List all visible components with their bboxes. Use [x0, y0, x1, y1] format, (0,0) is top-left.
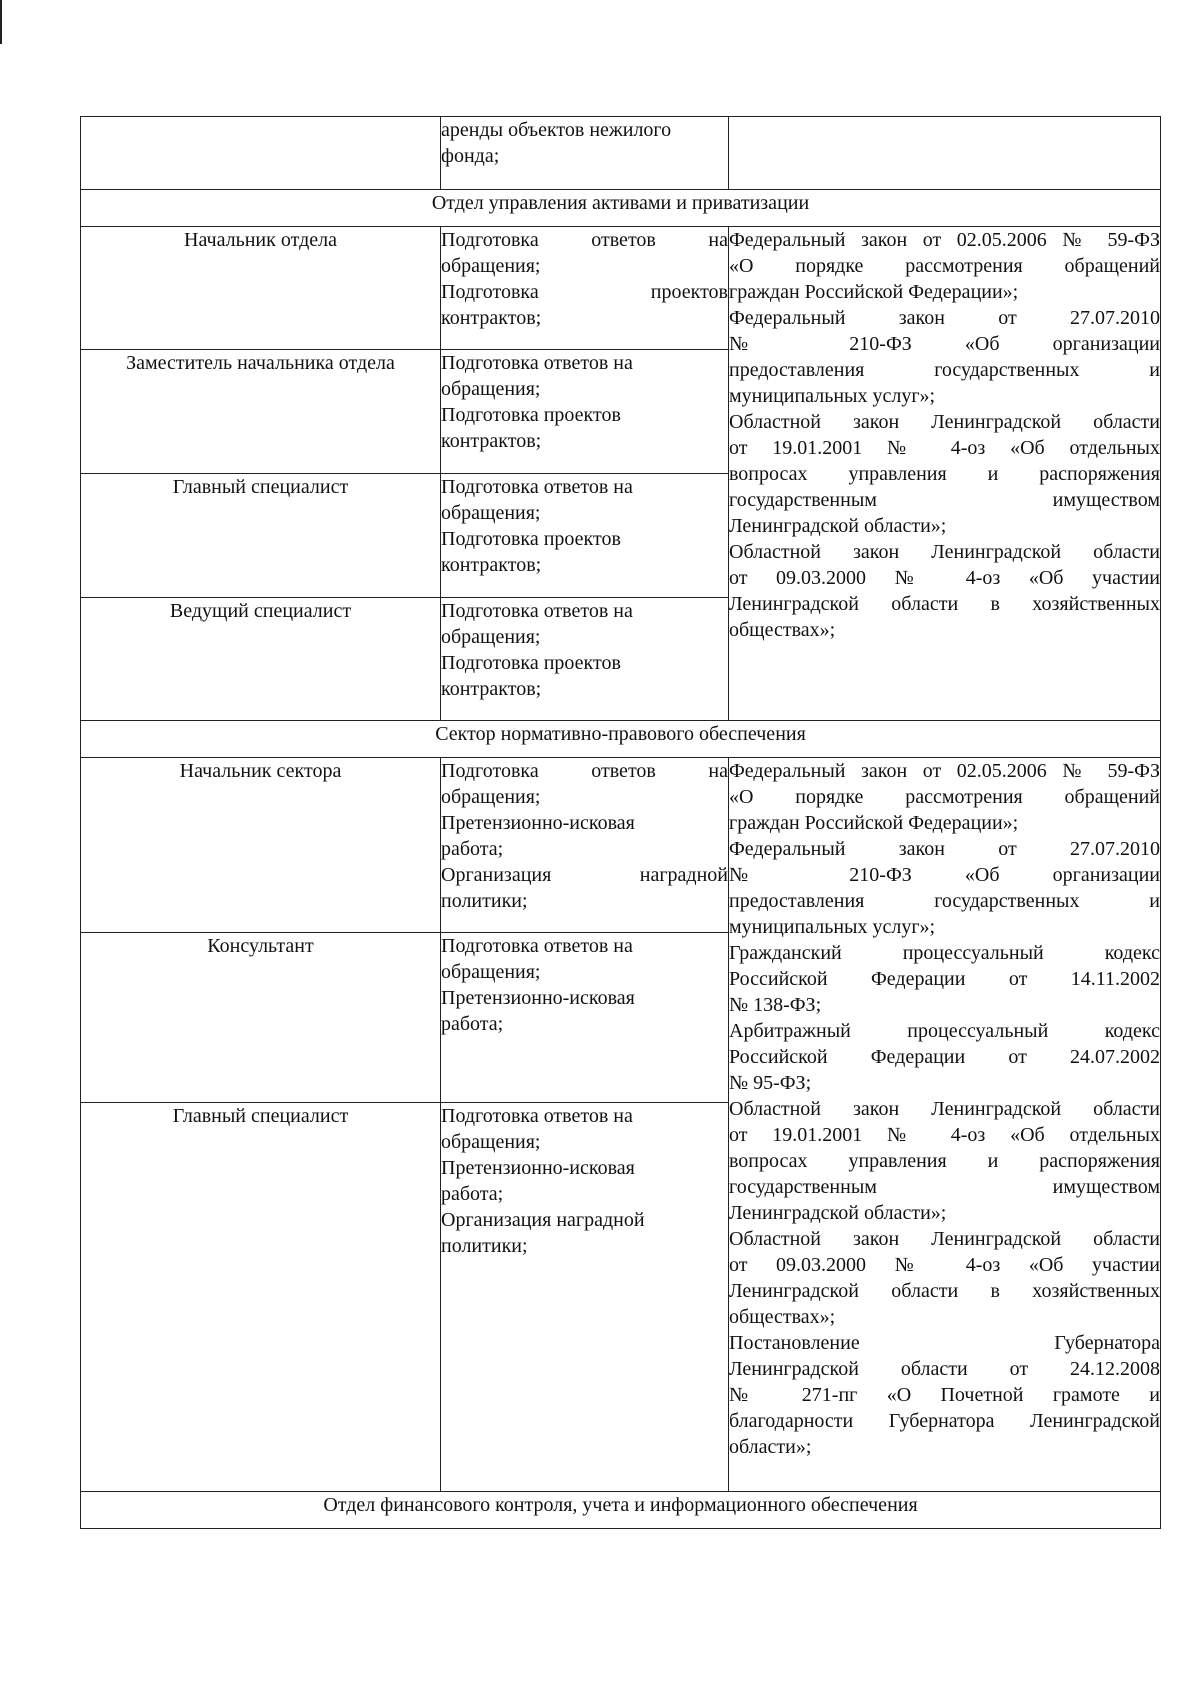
law-line: Ленинградской области от 24.12.2008 — [729, 1358, 1160, 1380]
position-title: Начальник отдела — [81, 227, 441, 350]
law-line: Российской Федерации от 24.07.2002 — [729, 1046, 1160, 1068]
law-line: муниципальных услуг»; — [729, 385, 936, 407]
law-line: Гражданский процессуальный кодекс — [729, 942, 1160, 964]
law-line: Областной закон Ленинградской области — [729, 541, 1160, 563]
law-line: Ленинградской области в хозяйственных — [729, 593, 1160, 615]
function-line: Подготовка проектов — [441, 652, 621, 674]
law-line: граждан Российской Федерации»; — [729, 281, 1019, 303]
law-line: Ленинградской области в хозяйственных — [729, 1280, 1160, 1302]
position-title: Главный специалист — [81, 1103, 441, 1492]
law-line: граждан Российской Федерации»; — [729, 812, 1019, 834]
function-line: Подготовка ответов на — [441, 760, 728, 782]
law-line: Федеральный закон от 27.07.2010 — [729, 307, 1160, 329]
function-line: Претензионно-исковая — [441, 987, 635, 1009]
law-line: Федеральный закон от 02.05.2006 № 59-ФЗ — [729, 229, 1160, 251]
duties-table — [80, 116, 1161, 1529]
functions-cell — [441, 758, 729, 933]
section-header-row — [81, 1492, 1161, 1529]
function-line: Организация наградной — [441, 864, 728, 886]
functions-cell — [441, 117, 729, 190]
law-line: № 138-ФЗ; — [729, 994, 822, 1016]
function-line: аренды объектов нежилого — [441, 119, 672, 141]
function-line: Подготовка проектов — [441, 281, 728, 303]
function-line: обращения; — [441, 378, 541, 400]
law-line: № 271-пг «О Почетной грамоте и — [729, 1384, 1160, 1406]
law-line: Областной закон Ленинградской области — [729, 411, 1160, 433]
functions-cell — [441, 598, 729, 721]
function-line: работа; — [441, 838, 504, 860]
position-cell — [81, 117, 441, 190]
law-line: Федеральный закон от 02.05.2006 № 59-ФЗ — [729, 760, 1160, 782]
section-header-row — [81, 190, 1161, 227]
law-line: предоставления государственных и — [729, 359, 1160, 381]
law-line: вопросах управления и распоряжения — [729, 1150, 1160, 1172]
function-line: обращения; — [441, 961, 541, 983]
position-title: Главный специалист — [81, 474, 441, 598]
position-title: Консультант — [81, 933, 441, 1103]
functions-cell — [441, 933, 729, 1103]
law-line: благодарности Губернатора Ленинградской — [729, 1410, 1160, 1432]
table-row — [81, 227, 1161, 350]
position-title: Начальник сектора — [81, 758, 441, 933]
function-line: Подготовка проектов — [441, 404, 621, 426]
laws-cell — [729, 117, 1161, 190]
position-title: Ведущий специалист — [81, 598, 441, 721]
function-line: обращения; — [441, 626, 541, 648]
function-line: Подготовка ответов на — [441, 229, 728, 251]
law-line: государственным имуществом — [729, 489, 1160, 511]
function-line: контрактов; — [441, 678, 542, 700]
law-line: № 210-ФЗ «Об организации — [729, 333, 1160, 355]
function-line: контрактов; — [441, 307, 542, 329]
law-line: «О порядке рассмотрения обращений — [729, 255, 1160, 277]
table-row — [81, 117, 1161, 190]
law-line: Арбитражный процессуальный кодекс — [729, 1020, 1160, 1042]
function-line: Подготовка ответов на — [441, 600, 633, 622]
law-line: Областной закон Ленинградской области — [729, 1098, 1160, 1120]
law-line: вопросах управления и распоряжения — [729, 463, 1160, 485]
function-line: работа; — [441, 1013, 504, 1035]
functions-cell — [441, 227, 729, 350]
function-line: политики; — [441, 1235, 528, 1257]
function-line: Подготовка ответов на — [441, 352, 633, 374]
functions-cell — [441, 350, 729, 474]
function-line: политики; — [441, 890, 528, 912]
law-line: государственным имуществом — [729, 1176, 1160, 1198]
function-line: Подготовка ответов на — [441, 1105, 633, 1127]
law-line: от 09.03.2000 № 4-оз «Об участии — [729, 1254, 1160, 1276]
functions-cell — [441, 1103, 729, 1492]
laws-cell — [729, 758, 1161, 1492]
function-line: обращения; — [441, 786, 541, 808]
function-line: обращения; — [441, 502, 541, 524]
table-row — [81, 758, 1161, 933]
law-line: от 09.03.2000 № 4-оз «Об участии — [729, 567, 1160, 589]
law-line: Ленинградской области»; — [729, 515, 947, 537]
function-line: Претензионно-исковая — [441, 812, 635, 834]
law-line: Постановление Губернатора — [729, 1332, 1160, 1354]
section-title: Отдел финансового контроля, учета и информационного обеспечения — [81, 1492, 1161, 1529]
section-title: Сектор нормативно-правового обеспечения — [81, 721, 1161, 758]
function-line: обращения; — [441, 255, 541, 277]
law-line: «О порядке рассмотрения обращений — [729, 786, 1160, 808]
function-line: контрактов; — [441, 430, 542, 452]
scan-edge-mark — [0, 0, 2, 44]
laws-cell — [729, 227, 1161, 721]
law-line: предоставления государственных и — [729, 890, 1160, 912]
law-line: Ленинградской области»; — [729, 1202, 947, 1224]
law-line: обществах»; — [729, 619, 836, 641]
function-line: Претензионно-исковая — [441, 1157, 635, 1179]
function-line: работа; — [441, 1183, 504, 1205]
function-line: контрактов; — [441, 554, 542, 576]
law-line: Российской Федерации от 14.11.2002 — [729, 968, 1160, 990]
function-line: Подготовка проектов — [441, 528, 621, 550]
law-line: муниципальных услуг»; — [729, 916, 936, 938]
function-line: Подготовка ответов на — [441, 935, 633, 957]
law-line: от 19.01.2001 № 4-оз «Об отдельных — [729, 1124, 1160, 1146]
law-line: области»; — [729, 1436, 812, 1458]
function-line: фонда; — [441, 145, 500, 167]
functions-cell — [441, 474, 729, 598]
function-line: Подготовка ответов на — [441, 476, 633, 498]
law-line: Областной закон Ленинградской области — [729, 1228, 1160, 1250]
law-line: № 95-ФЗ; — [729, 1072, 812, 1094]
law-line: от 19.01.2001 № 4-оз «Об отдельных — [729, 437, 1160, 459]
position-title: Заместитель начальника отдела — [81, 350, 441, 474]
law-line: обществах»; — [729, 1306, 836, 1328]
function-line: Организация наградной — [441, 1209, 645, 1231]
section-title: Отдел управления активами и приватизации — [81, 190, 1161, 227]
section-header-row — [81, 721, 1161, 758]
law-line: Федеральный закон от 27.07.2010 — [729, 838, 1160, 860]
function-line: обращения; — [441, 1131, 541, 1153]
law-line: № 210-ФЗ «Об организации — [729, 864, 1160, 886]
